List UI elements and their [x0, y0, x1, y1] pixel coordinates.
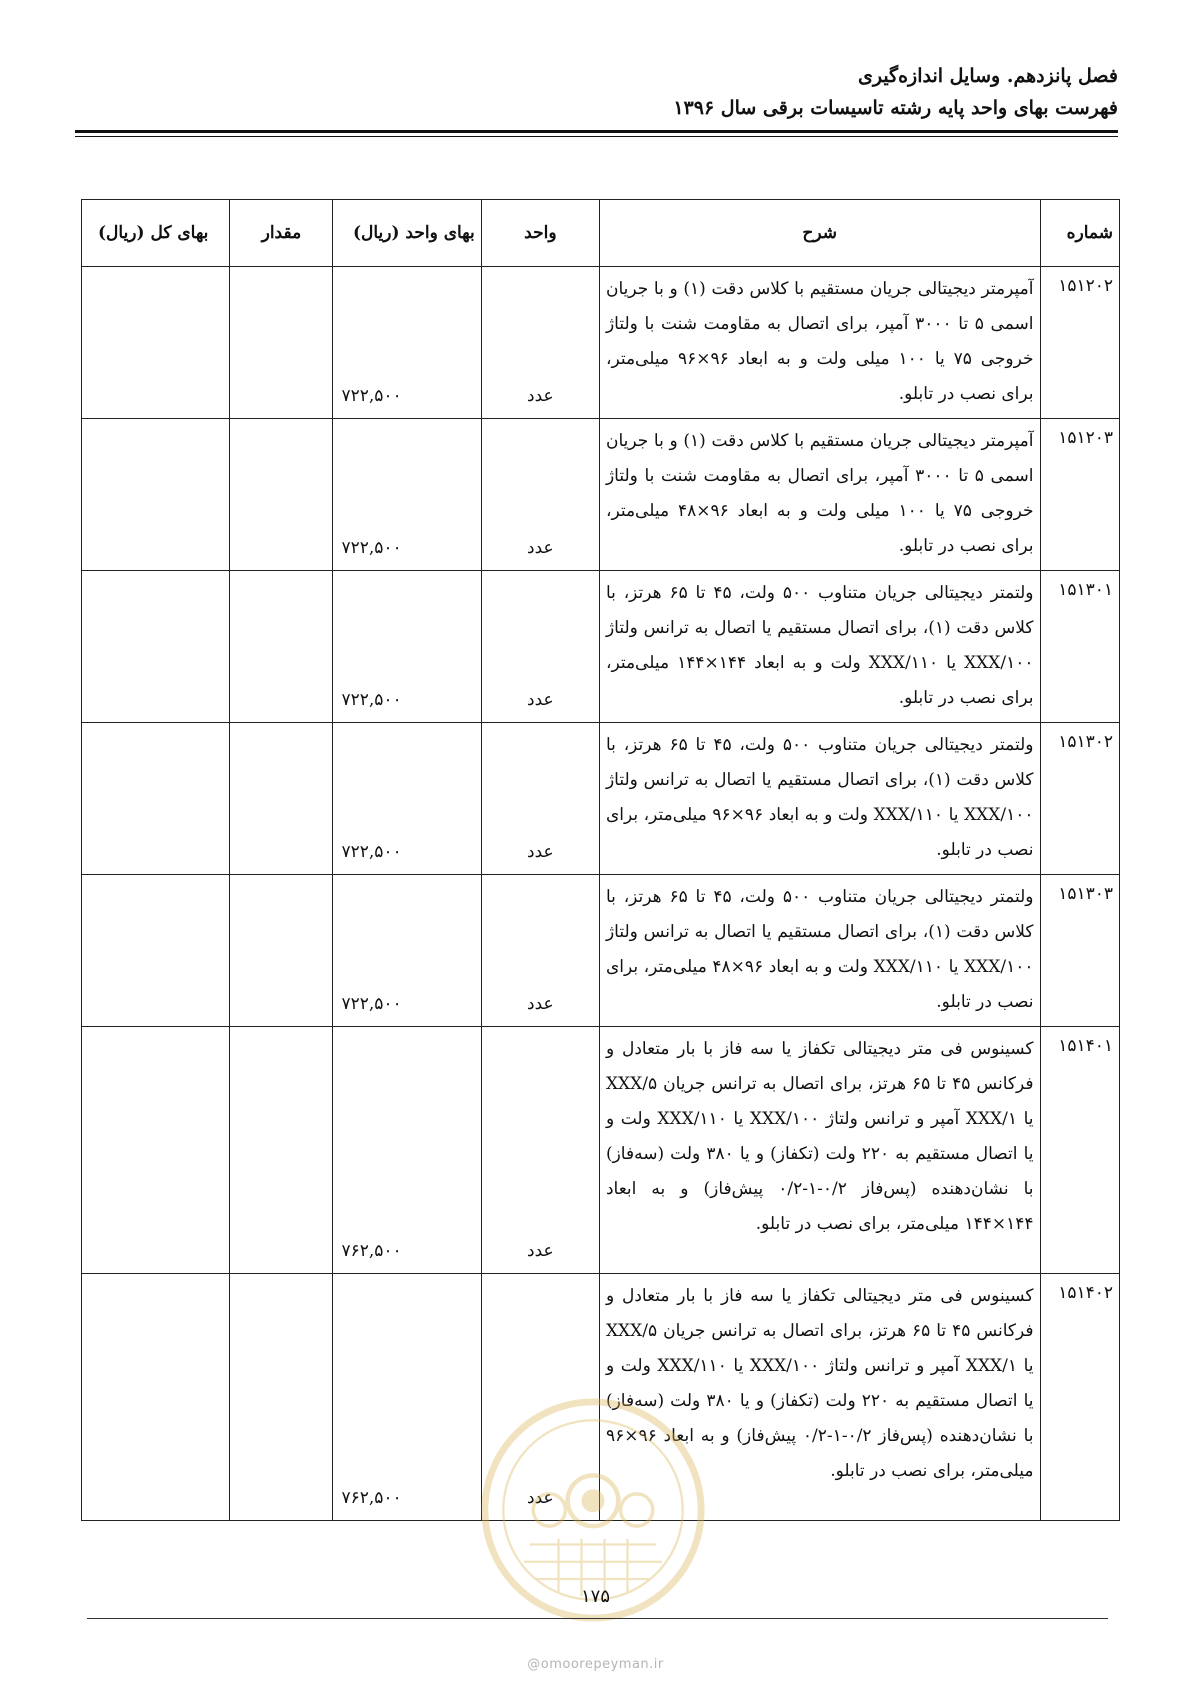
item-number: ۱۵۱۲۰۲ [1040, 267, 1120, 419]
item-unit-price: ۷۲۲,۵۰۰ [333, 723, 481, 875]
item-unit-price: ۷۲۲,۵۰۰ [333, 875, 481, 1027]
item-quantity [230, 1274, 333, 1521]
item-total-price [82, 419, 230, 571]
page-number: ۱۷۵ [580, 1586, 610, 1607]
item-quantity [230, 267, 333, 419]
table-header-row [82, 200, 1120, 267]
item-quantity [230, 1027, 333, 1274]
header-divider-thick [75, 130, 1118, 133]
item-total-price [82, 1027, 230, 1274]
item-unit: عدد [481, 571, 599, 723]
item-quantity [230, 419, 333, 571]
column-header-total-price: بهای کل (ریال) [82, 200, 230, 267]
item-unit: عدد [481, 267, 599, 419]
table-row [82, 1027, 1120, 1274]
column-header-description: شرح [599, 200, 1040, 267]
item-unit-price: ۷۲۲,۵۰۰ [333, 419, 481, 571]
table-row [82, 723, 1120, 875]
item-unit: عدد [481, 723, 599, 875]
item-description: ولتمتر دیجیتالی جریان متناوب ۵۰۰ ولت، ۴۵ تا ۶۵ هرتز، با کلاس دقت (۱)، برای اتصال مستقیم یا اتصال به ترانس ولتاژ XXX/۱۰۰ یا XXX/۱۱۰ ولت و به ابعاد ۹۶×۹۶ میلی‌متر، برای نصب در تابلو. [599, 723, 1040, 875]
price-list-title: فهرست بهای واحد پایه رشته تاسیسات برقی سال ۱۳۹۶ [673, 97, 1118, 119]
item-description: آمپرمتر دیجیتالی جریان مستقیم با کلاس دقت (۱) و با جریان اسمی ۵ تا ۳۰۰۰ آمپر، برای اتصال به مقاومت شنت با ولتاژ خروجی ۷۵ یا ۱۰۰ میلی ولت و به ابعاد ۹۶×۴۸ میلی‌متر، برای نصب در تابلو. [599, 419, 1040, 571]
item-description: آمپرمتر دیجیتالی جریان مستقیم با کلاس دقت (۱) و با جریان اسمی ۵ تا ۳۰۰۰ آمپر، برای اتصال به مقاومت شنت با ولتاژ خروجی ۷۵ یا ۱۰۰ میلی ولت و به ابعاد ۹۶×۹۶ میلی‌متر، برای نصب در تابلو. [599, 267, 1040, 419]
page-header [75, 60, 1118, 124]
price-table [81, 199, 1120, 1521]
item-quantity [230, 875, 333, 1027]
table-row [82, 267, 1120, 419]
footer-divider [87, 1618, 1108, 1619]
column-header-unit-price: بهای واحد (ریال) [333, 200, 481, 267]
item-total-price [82, 875, 230, 1027]
item-total-price [82, 267, 230, 419]
item-description: کسینوس فی متر دیجیتالی تکفاز یا سه فاز با بار متعادل و فرکانس ۴۵ تا ۶۵ هرتز، برای اتصال به ترانس جریان XXX/۵ یا XXX/۱ آمپر و ترانس ولتاژ XXX/۱۰۰ یا XXX/۱۱۰ ولت و یا اتصال مستقیم به ۲۲۰ ولت (تکفاز) و یا ۳۸۰ ولت (سه‌فاز) با نشان‌دهنده (پس‌فاز ۰/۲-۱-۰/۲ پیش‌فاز) و به ابعاد ۹۶×۹۶ میلی‌متر، برای نصب در تابلو. [599, 1274, 1040, 1521]
table-row [82, 875, 1120, 1027]
table-row [82, 419, 1120, 571]
item-unit-price: ۷۲۲,۵۰۰ [333, 267, 481, 419]
item-unit: عدد [481, 1027, 599, 1274]
item-number: ۱۵۱۴۰۲ [1040, 1274, 1120, 1521]
item-description: ولتمتر دیجیتالی جریان متناوب ۵۰۰ ولت، ۴۵ تا ۶۵ هرتز، با کلاس دقت (۱)، برای اتصال مستقیم یا اتصال به ترانس ولتاژ XXX/۱۰۰ یا XXX/۱۱۰ ولت و به ابعاد ۱۴۴×۱۴۴ میلی‌متر، برای نصب در تابلو. [599, 571, 1040, 723]
item-total-price [82, 723, 230, 875]
item-quantity [230, 723, 333, 875]
item-unit: عدد [481, 419, 599, 571]
header-divider-thin [75, 136, 1118, 137]
item-unit-price: ۷۶۲,۵۰۰ [333, 1027, 481, 1274]
item-unit: عدد [481, 875, 599, 1027]
watermark-url: @omoorepeyman.ir [527, 1657, 664, 1672]
column-header-quantity: مقدار [230, 200, 333, 267]
item-number: ۱۵۱۴۰۱ [1040, 1027, 1120, 1274]
item-description: کسینوس فی متر دیجیتالی تکفاز یا سه فاز با بار متعادل و فرکانس ۴۵ تا ۶۵ هرتز، برای اتصال به ترانس جریان XXX/۵ یا XXX/۱ آمپر و ترانس ولتاژ XXX/۱۰۰ یا XXX/۱۱۰ ولت و یا اتصال مستقیم به ۲۲۰ ولت (تکفاز) و یا ۳۸۰ ولت (سه‌فاز) با نشان‌دهنده (پس‌فاز ۰/۲-۱-۰/۲ پیش‌فاز) و به ابعاد ۱۴۴×۱۴۴ میلی‌متر، برای نصب در تابلو. [599, 1027, 1040, 1274]
item-unit-price: ۷۲۲,۵۰۰ [333, 571, 481, 723]
column-header-unit: واحد [481, 200, 599, 267]
item-number: ۱۵۱۲۰۳ [1040, 419, 1120, 571]
item-unit: عدد [481, 1274, 599, 1521]
chapter-title: فصل پانزدهم. وسایل اندازه‌گیری [857, 65, 1118, 87]
item-quantity [230, 571, 333, 723]
item-total-price [82, 1274, 230, 1521]
item-unit-price: ۷۶۲,۵۰۰ [333, 1274, 481, 1521]
column-header-number: شماره [1040, 200, 1120, 267]
item-number: ۱۵۱۳۰۲ [1040, 723, 1120, 875]
item-description: ولتمتر دیجیتالی جریان متناوب ۵۰۰ ولت، ۴۵ تا ۶۵ هرتز، با کلاس دقت (۱)، برای اتصال مستقیم یا اتصال به ترانس ولتاژ XXX/۱۰۰ یا XXX/۱۱۰ ولت و به ابعاد ۹۶×۴۸ میلی‌متر، برای نصب در تابلو. [599, 875, 1040, 1027]
item-number: ۱۵۱۳۰۱ [1040, 571, 1120, 723]
table-row [82, 571, 1120, 723]
item-total-price [82, 571, 230, 723]
table-row [82, 1274, 1120, 1521]
item-number: ۱۵۱۳۰۳ [1040, 875, 1120, 1027]
